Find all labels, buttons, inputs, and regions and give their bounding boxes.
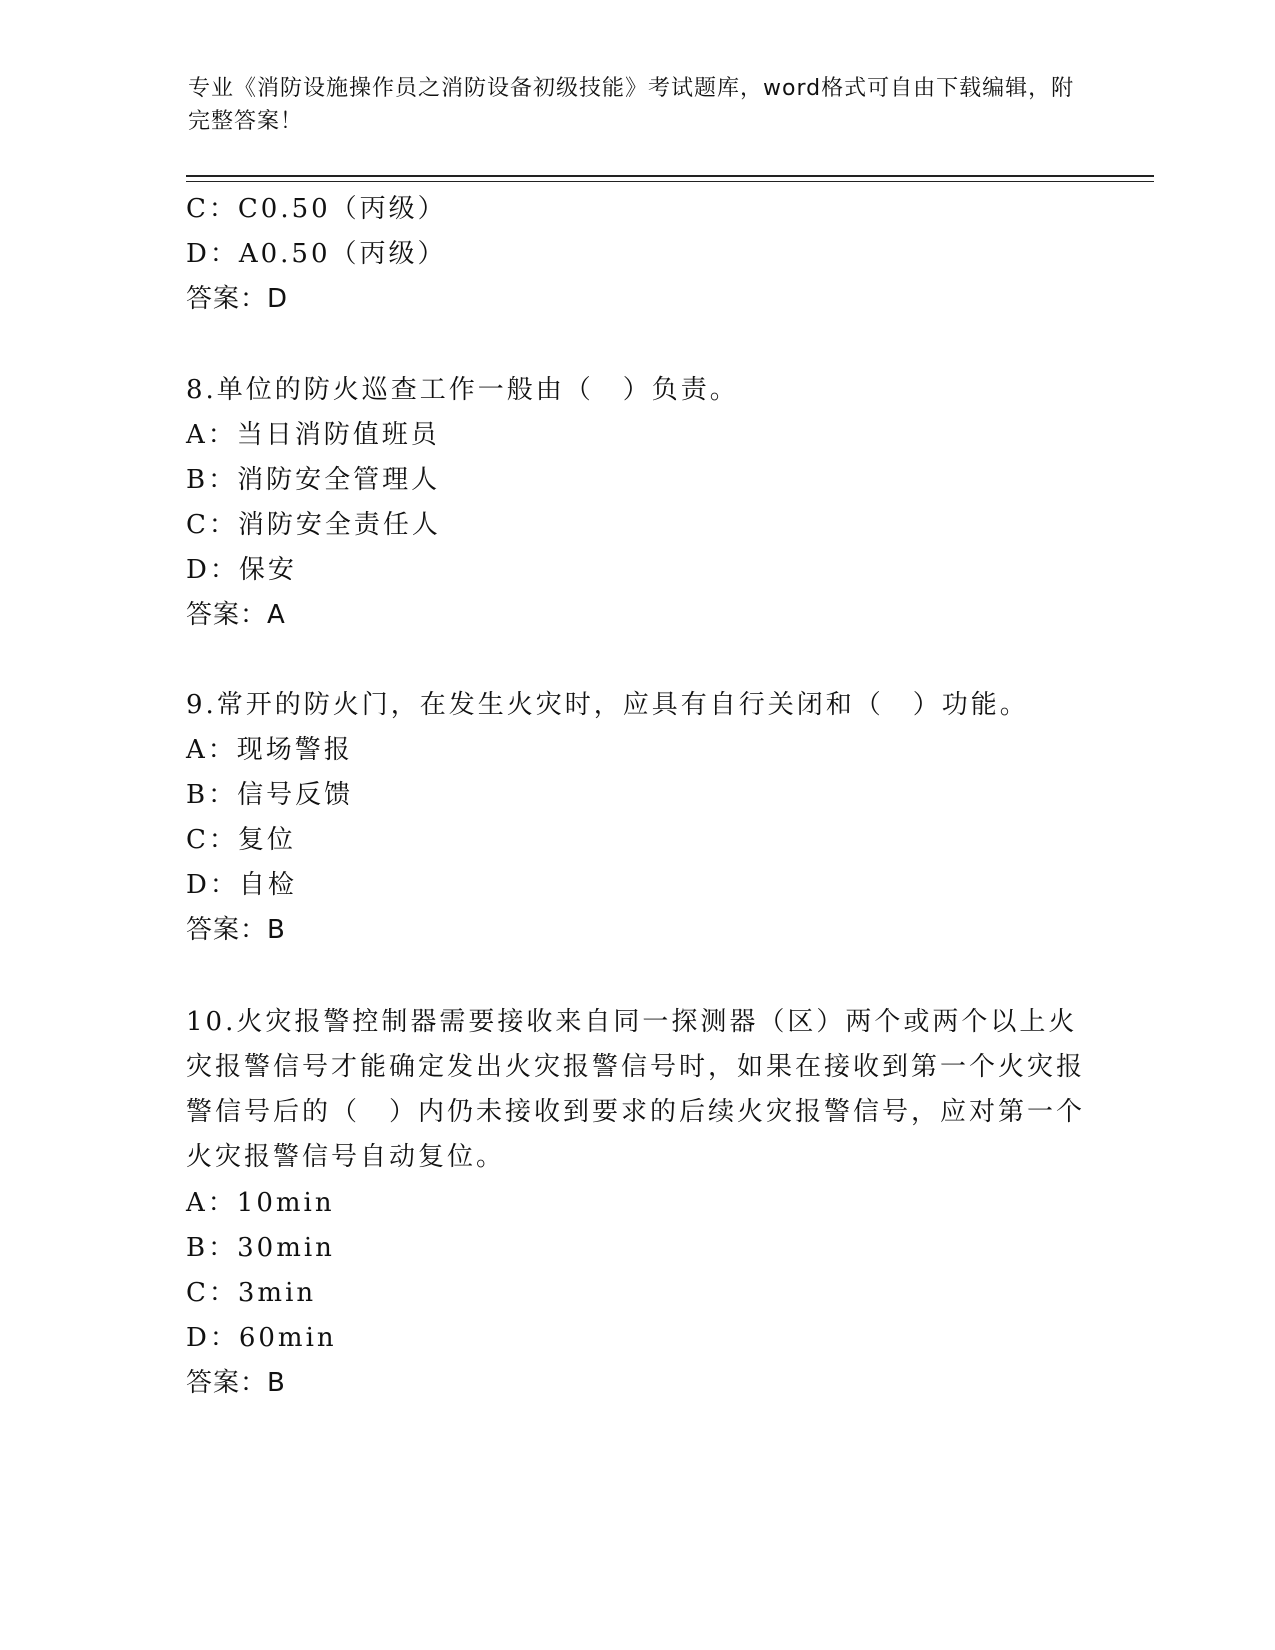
q8-option-d: D：保安 [186,555,297,585]
q10-option-b: B：30min [186,1233,335,1263]
q10-option-c: C：3min [186,1278,317,1308]
q9-option-b: B：信号反馈 [186,780,354,810]
q9-option-d: D：自检 [186,870,297,900]
q10-answer: 答案：B [186,1368,286,1398]
q9-option-c: C：复位 [186,825,296,855]
prev-answer: 答案：D [186,284,289,314]
q9-option-a: A：现场警报 [186,735,353,765]
q10-option-a: A：10min [186,1188,335,1218]
q9-answer: 答案：B [186,915,286,945]
header-divider-thin [186,181,1154,182]
q8-stem: 8.单位的防火巡查工作一般由（ ）负责。 [186,375,739,405]
prev-option-c: C：C0.50（丙级） [186,194,447,224]
q8-option-b: B：消防安全管理人 [186,465,441,495]
document-header: 专业《消防设施操作员之消防设备初级技能》考试题库，word格式可自由下载编辑，附完整答案！ [188,76,1075,134]
q8-option-a: A：当日消防值班员 [186,420,440,450]
q8-option-c: C：消防安全责任人 [186,510,441,540]
header-divider [186,175,1154,177]
q10-stem: 10.火灾报警控制器需要接收来自同一探测器（区）两个或两个以上火灾报警信号才能确定发出火灾报警信号时，如果在接收到第一个火灾报警信号后的（ ）内仍未接收到要求的后续火灾报警信号，应对第一个火灾报警信号自动复位。 [186,1007,1086,1172]
prev-option-d: D：A0.50（丙级） [186,239,447,269]
q9-stem: 9.常开的防火门，在发生火灾时，应具有自行关闭和（ ）功能。 [186,690,1029,720]
q10-option-d: D：60min [186,1323,337,1353]
q8-answer: 答案：A [186,600,286,630]
